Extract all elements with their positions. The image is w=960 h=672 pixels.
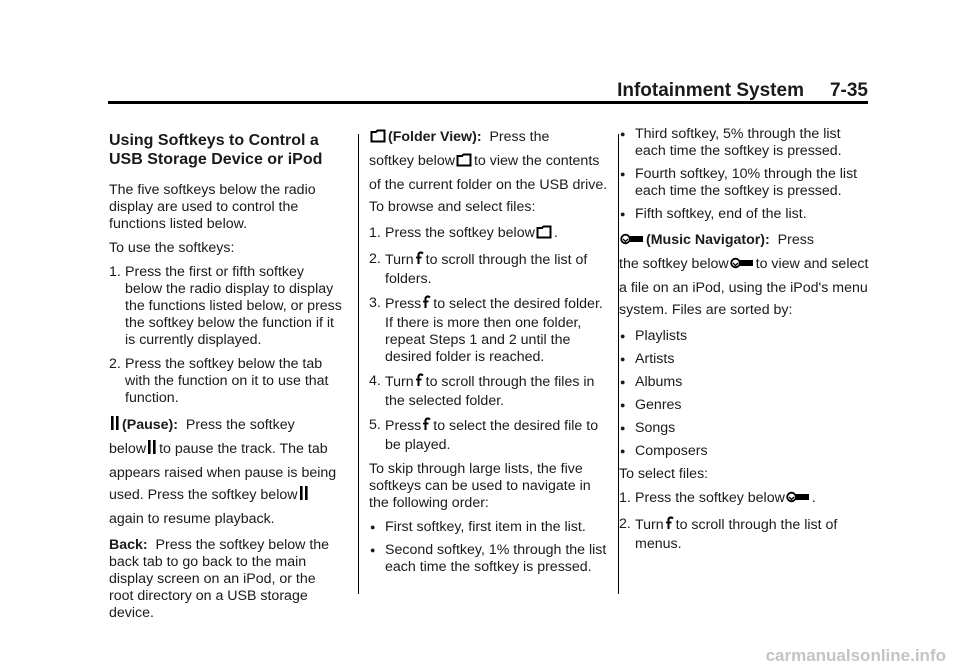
- step-item: [109, 356, 343, 407]
- step-text: Press the first or fifth softkey below the radio display to display the functions listed below, or press the softkey below the function if it is currently displayed.: [125, 264, 342, 348]
- step-number: 1.: [109, 264, 121, 280]
- pause-text: below: [109, 441, 147, 457]
- step-text: Press the softkey below .: [385, 225, 609, 244]
- section-heading: Using Softkeys to Control a USB Storage Device or iPod: [109, 132, 323, 168]
- step-text: Turn to scroll through the list of folders.: [385, 252, 588, 287]
- bullet-icon: ●: [370, 522, 376, 532]
- list-item: ● Genres: [620, 397, 682, 413]
- bullet-icon: ●: [620, 354, 626, 364]
- step-text: Turn to scroll through the files in the selected folder.: [385, 374, 595, 409]
- tune-knob-icon: [422, 417, 431, 437]
- folder-paragraph: [369, 126, 609, 218]
- pause-icon: [147, 439, 157, 462]
- tune-knob-icon: [422, 295, 431, 315]
- folder-text: softkey below: [369, 153, 455, 169]
- step-item: [369, 225, 609, 244]
- list-item: ● Songs: [620, 420, 676, 436]
- step-item: [369, 373, 609, 410]
- bullet-icon: ●: [620, 423, 626, 433]
- step-text: Press to select the desired file to be played.: [385, 418, 599, 453]
- folder-icon: [536, 225, 552, 244]
- use-softkeys-label: To use the softkeys:: [109, 240, 235, 256]
- step-text: Press the softkey below the tab with the function on it to use that function.: [125, 356, 329, 406]
- back-paragraph: [109, 537, 343, 622]
- folder-label: (Folder View):: [388, 129, 482, 145]
- bullet-icon: ●: [620, 400, 626, 410]
- bullet-icon: ●: [620, 377, 626, 387]
- step-number: 4.: [369, 373, 381, 389]
- step-number: 5.: [369, 417, 381, 433]
- pause-label: (Pause):: [122, 417, 178, 433]
- step-item: [619, 490, 869, 509]
- music-navigator-icon: [730, 255, 754, 277]
- step-item: [369, 417, 609, 454]
- step-number: 2.: [619, 516, 631, 532]
- intro-text: The five softkeys below the radio display are used to control the functions listed below.: [109, 182, 316, 232]
- list-item: ● Albums: [620, 374, 683, 390]
- watermark: carmanualsonline.info: [765, 646, 946, 665]
- pause-text: to pause the track. The tab appears raised when pause is being used. Press the softkey: [109, 441, 337, 503]
- pause-icon: [299, 485, 309, 508]
- header-rule: [108, 101, 868, 104]
- pause-paragraph: [109, 414, 343, 530]
- section-title: Infotainment System: [617, 80, 804, 101]
- bullet-icon: ●: [370, 545, 376, 555]
- list-item: ● Fifth softkey, end of the list.: [620, 206, 807, 222]
- column-2: [369, 126, 609, 582]
- step-number: 2.: [369, 251, 381, 267]
- skip-text: To skip through large lists, the five softkeys can be used to navigate in the following order:: [369, 461, 591, 511]
- step-number: 1.: [369, 225, 381, 241]
- select-files-label: To select files:: [619, 466, 709, 482]
- step-item: [619, 516, 869, 553]
- step-text: Turn to scroll through the list of menus.: [635, 517, 838, 552]
- list-item: ● Fourth softkey, 10% through the list each time the softkey is pressed.: [620, 166, 858, 199]
- tune-knob-icon: [415, 373, 424, 393]
- music-text: Press: [777, 232, 814, 248]
- music-navigator-icon: [620, 231, 644, 253]
- list-item: ● First softkey, first item in the list.: [370, 519, 586, 535]
- bullet-icon: ●: [620, 446, 626, 456]
- music-paragraph: [619, 229, 869, 321]
- folder-text: Press the: [489, 129, 550, 145]
- page-header: [617, 80, 868, 102]
- tune-knob-icon: [665, 516, 674, 536]
- music-text: to view and select a file on an iPod, using the iPod's menu system. Files are sorted by:: [619, 256, 869, 318]
- pause-text: below: [260, 487, 298, 503]
- pause-text: again to resume playback.: [109, 511, 275, 527]
- folder-text: to view the contents of the current folder on the USB drive. To browse and select files:: [369, 153, 608, 215]
- list-item: ● Artists: [620, 351, 675, 367]
- page-number: 7-35: [829, 80, 868, 101]
- step-number: 1.: [619, 490, 631, 506]
- pause-text: Press the softkey: [185, 417, 295, 433]
- music-navigator-label: (Music Navigator):: [646, 232, 770, 248]
- pause-icon: [110, 415, 120, 438]
- column-divider-1: [358, 134, 359, 594]
- step-text: Press to select the desired folder. If there is more then one folder, repeat Steps 1 and 2 until the desired folder is reached.: [385, 296, 603, 365]
- back-label: Back:: [109, 537, 148, 553]
- back-text: Press the softkey below the back tab to go back to the main display screen on an iPod, or the root directory on a USB storage device.: [109, 537, 330, 621]
- music-navigator-icon: [786, 490, 810, 509]
- bullet-icon: ●: [620, 209, 626, 219]
- bullet-icon: ●: [620, 129, 626, 139]
- list-item: ● Second softkey, 1% through the list each time the softkey is pressed.: [370, 542, 607, 575]
- step-text: Press the softkey below .: [635, 490, 869, 509]
- step-item: [369, 251, 609, 288]
- music-text: the softkey below: [619, 256, 729, 272]
- bullet-icon: ●: [620, 331, 626, 341]
- step-number: 3.: [369, 295, 381, 311]
- column-3: [619, 126, 869, 560]
- step-item: [369, 295, 609, 366]
- bullet-icon: ●: [620, 169, 626, 179]
- tune-knob-icon: [415, 251, 424, 271]
- step-item: [109, 264, 343, 349]
- folder-icon: [370, 128, 386, 150]
- list-item: ● Third softkey, 5% through the list each time the softkey is pressed.: [620, 126, 842, 159]
- folder-icon: [456, 152, 472, 174]
- list-item: ● Composers: [620, 443, 708, 459]
- column-1: [109, 126, 343, 629]
- step-number: 2.: [109, 356, 121, 372]
- list-item: ● Playlists: [620, 328, 688, 344]
